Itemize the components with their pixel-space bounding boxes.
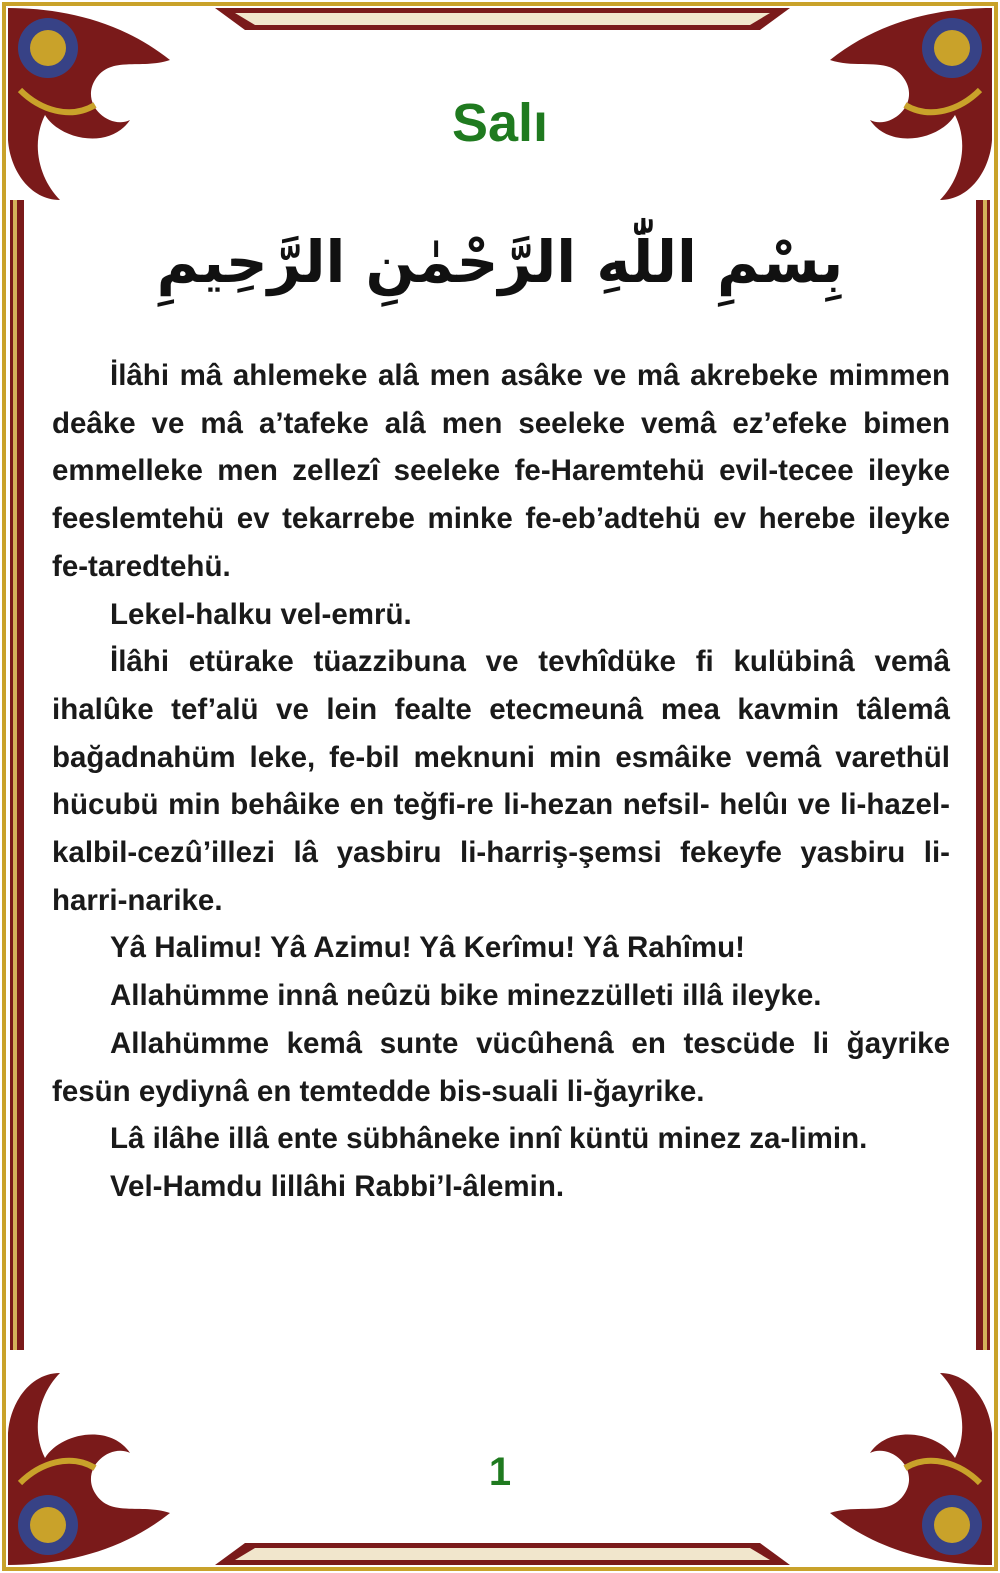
- prayer-text: [52, 352, 950, 1211]
- paragraph: İlâhi mâ ahlemeke alâ men asâke ve mâ akrebeke mimmen deâke ve mâ a’tafeke alâ men seeleke vemâ ez’efeke bimen emmelleke men zellezî seeleke fe-Haremtehü evil-tecee ileyke feeslemtehü ev tekarrebe minke fe-eb’adtehü ev herebe ileyke fe-taredtehü.: [52, 359, 950, 583]
- paragraph: Lâ ilâhe illâ ente sübhâneke innî küntü minez za-limin.: [110, 1122, 868, 1156]
- paragraph: Yâ Halimu! Yâ Azimu! Yâ Kerîmu! Yâ Rahîmu!: [110, 931, 745, 965]
- paragraph: Allahümme kemâ sunte vücûhenâ en tescüde li ğayrike fesün eydiynâ en temtedde bis-suali li-ğayrike.: [52, 1026, 950, 1108]
- paragraph: İlâhi etürake tüazzibuna ve tevhîdüke fi kulübinâ vemâ ihalûke tef’alü ve lein fealte etecmeunâ mea kavmin tâlemâ bağadnahüm leke, fe-bil meknuni min esmâike vemâ varethül hücubü min behâike en teğfi-re li-hezan nefsil- helûı ve li-hazel-kalbil-cezû’illezi lâ yasbiru li-harriş-şemsi fekeyfe yasbiru li-harri-narike.: [52, 645, 950, 917]
- paragraph: Lekel-halku vel-emrü.: [110, 597, 412, 631]
- page-title: Salı: [451, 93, 549, 153]
- basmala-calligraphy: بِسْمِ اللّٰهِ الرَّحْمٰنِ الرَّحِيمِ: [156, 228, 844, 296]
- paragraph: Allahümme innâ neûzü bike minezzülleti illâ ileyke.: [110, 979, 822, 1013]
- paragraph: Vel-Hamdu lillâhi Rabbi’l-âlemin.: [110, 1169, 565, 1203]
- page-number: 1: [488, 1450, 512, 1494]
